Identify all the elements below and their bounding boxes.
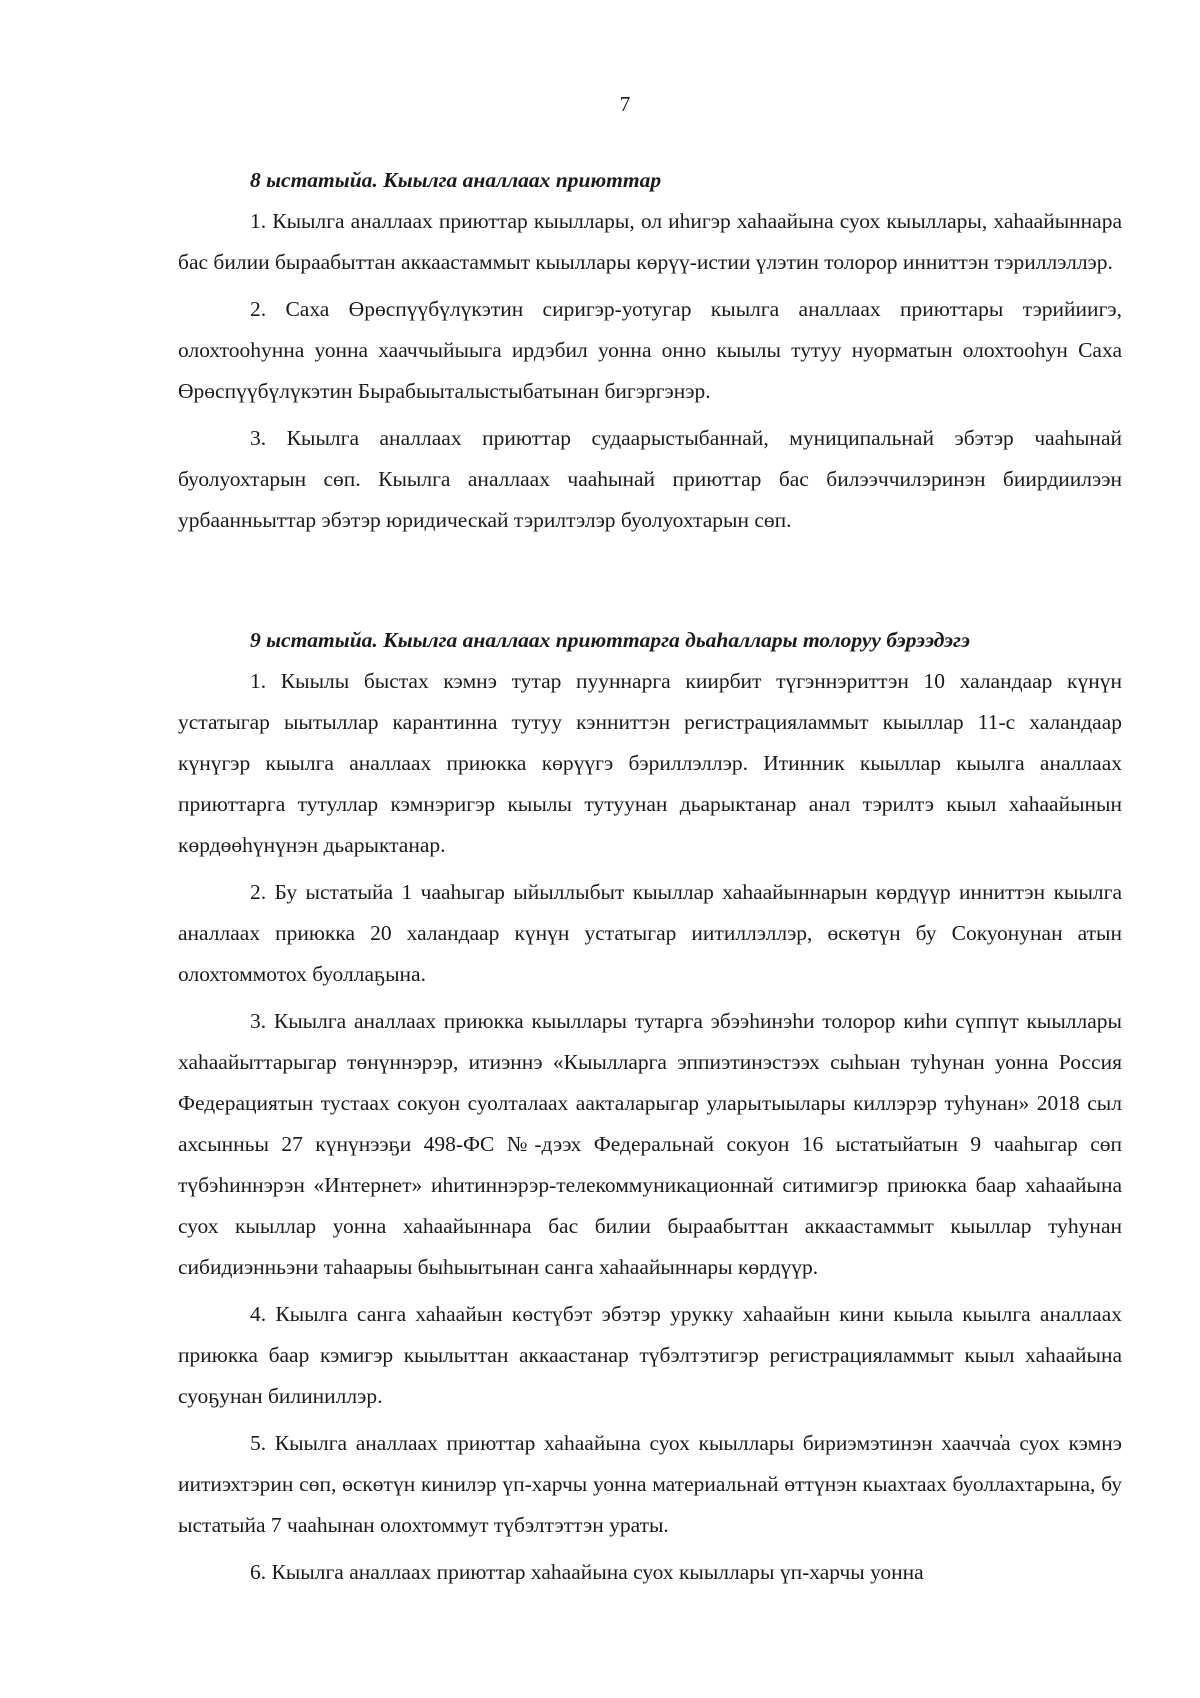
article-9-heading: 9 ыстатыйа. Кыылга аналлаах приюттарга дьаhаллары толоруу бэрээдэгэ — [250, 628, 970, 652]
article-8-paragraph-3: 3. Кыылга аналлаах приюттар судаарыстыбаннай, муниципальнай эбэтэр чааhынай буолуохтарын сөп. Кыылга аналлаах чааhынай приюттар бас билээччилэринэн биирдиилээн урбаанньыттар эбэтэр юридическай тэрилтэлэр буолуохтарын сөп. — [178, 426, 1122, 532]
page-number: 7 — [619, 92, 631, 116]
article-9-paragraph-4: 4. Кыылга санга хаhаайын көстүбэт эбэтэр урукку хаhаайын кини кыыла кыылга аналлаах приюкка баар кэмигэр кыылыттан аккаастанар түбэлтэтигэр регистрацияламмыт кыыл хаhаайына суоҕунан билиниллэр. — [178, 1302, 1122, 1408]
article-9-paragraph-5: 5. Кыылга аналлаах приюттар хаhаайына суох кыыллары бириэмэтинэн хаачча҆а суох кэмнэ иитиэхтэрин сөп, өскөтүн кинилэр үп-харчы уонна материальнай өттүнэн кыахтаах буоллахтарына, бу ыстатыйа 7 чааhынан олохтоммут түбэлтэттэн ураты. — [178, 1431, 1122, 1537]
article-8-heading: 8 ыстатыйа. Кыылга аналлаах приюттар — [250, 168, 662, 192]
article-9-paragraph-1: 1. Кыылы быстах кэмнэ тутар пууннарга киирбит түгэннэриттэн 10 халандаар күнүн устатыгар ыытыллар карантинна тутуу кэнниттэн регистрацияламмыт кыыллар 11-с халандаар күнүгэр кыылга аналлаах приюкка көрүүгэ бэриллэллэр. Итинник кыыллар кыылга аналлаах приюттарга тутуллар кэмнэригэр кыылы тутуунан дьарыктанар анал тэрилтэ кыыл хаhаайынын көрдөөhүнүнэн дьарыктанар. — [178, 669, 1122, 857]
article-9-paragraph-2: 2. Бу ыстатыйа 1 чааhыгар ыйыллыбыт кыыллар хаhаайыннарын көрдүүр инниттэн кыылга аналлаах приюкка 20 халандаар күнүн устатыгар иитиллэллэр, өскөтүн бу Сокуонунан атын олохтоммотох буоллаҕына. — [178, 880, 1122, 986]
article-8-paragraph-2: 2. Саха Өрөспүүбүлүкэтин сиригэр-уотугар кыылга аналлаах приюттары тэрийиигэ, олохтооhунна уонна хааччыйыыга ирдэбил уонна онно кыылы тутуу нуорматын олохтооhун Саха Өрөспүүбүлүкэтин Бырабыыталыстыбатынан бигэргэнэр. — [178, 297, 1122, 403]
article-8 — [178, 160, 1122, 547]
article-9-paragraph-6: 6. Кыылга аналлаах приюттар хаhаайына суох кыыллары үп-харчы уонна — [250, 1560, 924, 1584]
article-8-paragraph-1: 1. Кыылга аналлаах приюттар кыыллары, ол иhигэр хаhаайына суох кыыллары, хаhаайыннара бас билии быраабыттан аккаастаммыт кыыллары көрүү-истии үлэтин толорор инниттэн тэриллэллэр. — [178, 209, 1122, 274]
article-9 — [178, 620, 1122, 1599]
article-9-paragraph-3: 3. Кыылга аналлаах приюкка кыыллары тутарга эбээhинэhи толорор киhи сүппүт кыыллары хаhаайыттарыгар төнүннэрэр, итиэннэ «Кыылларга эппиэтинэстээх сыhыан туhунан уонна Россия Федерациятын тустаах сокуон суолталаах аакталарыгар уларытыылары киллэрэр туhунан» 2018 сыл ахсынньы 27 күнүнээҕи 498-ФС №-дээх Федеральнай сокуон 16 ыстатыйатын 9 чааhыгар сөп түбэhиннэрэн «Интернет» иhитиннэрэр-телекоммуникационнай ситимигэр приюкка баар хаhаайына суох кыыллар уонна хаhаайыннара бас билии быраабыттан аккаастаммыт кыыллар туhунан сибидиэнньэни таhаарыы быhыытынан санга хаhаайыннары көрдүүр. — [178, 1009, 1122, 1279]
